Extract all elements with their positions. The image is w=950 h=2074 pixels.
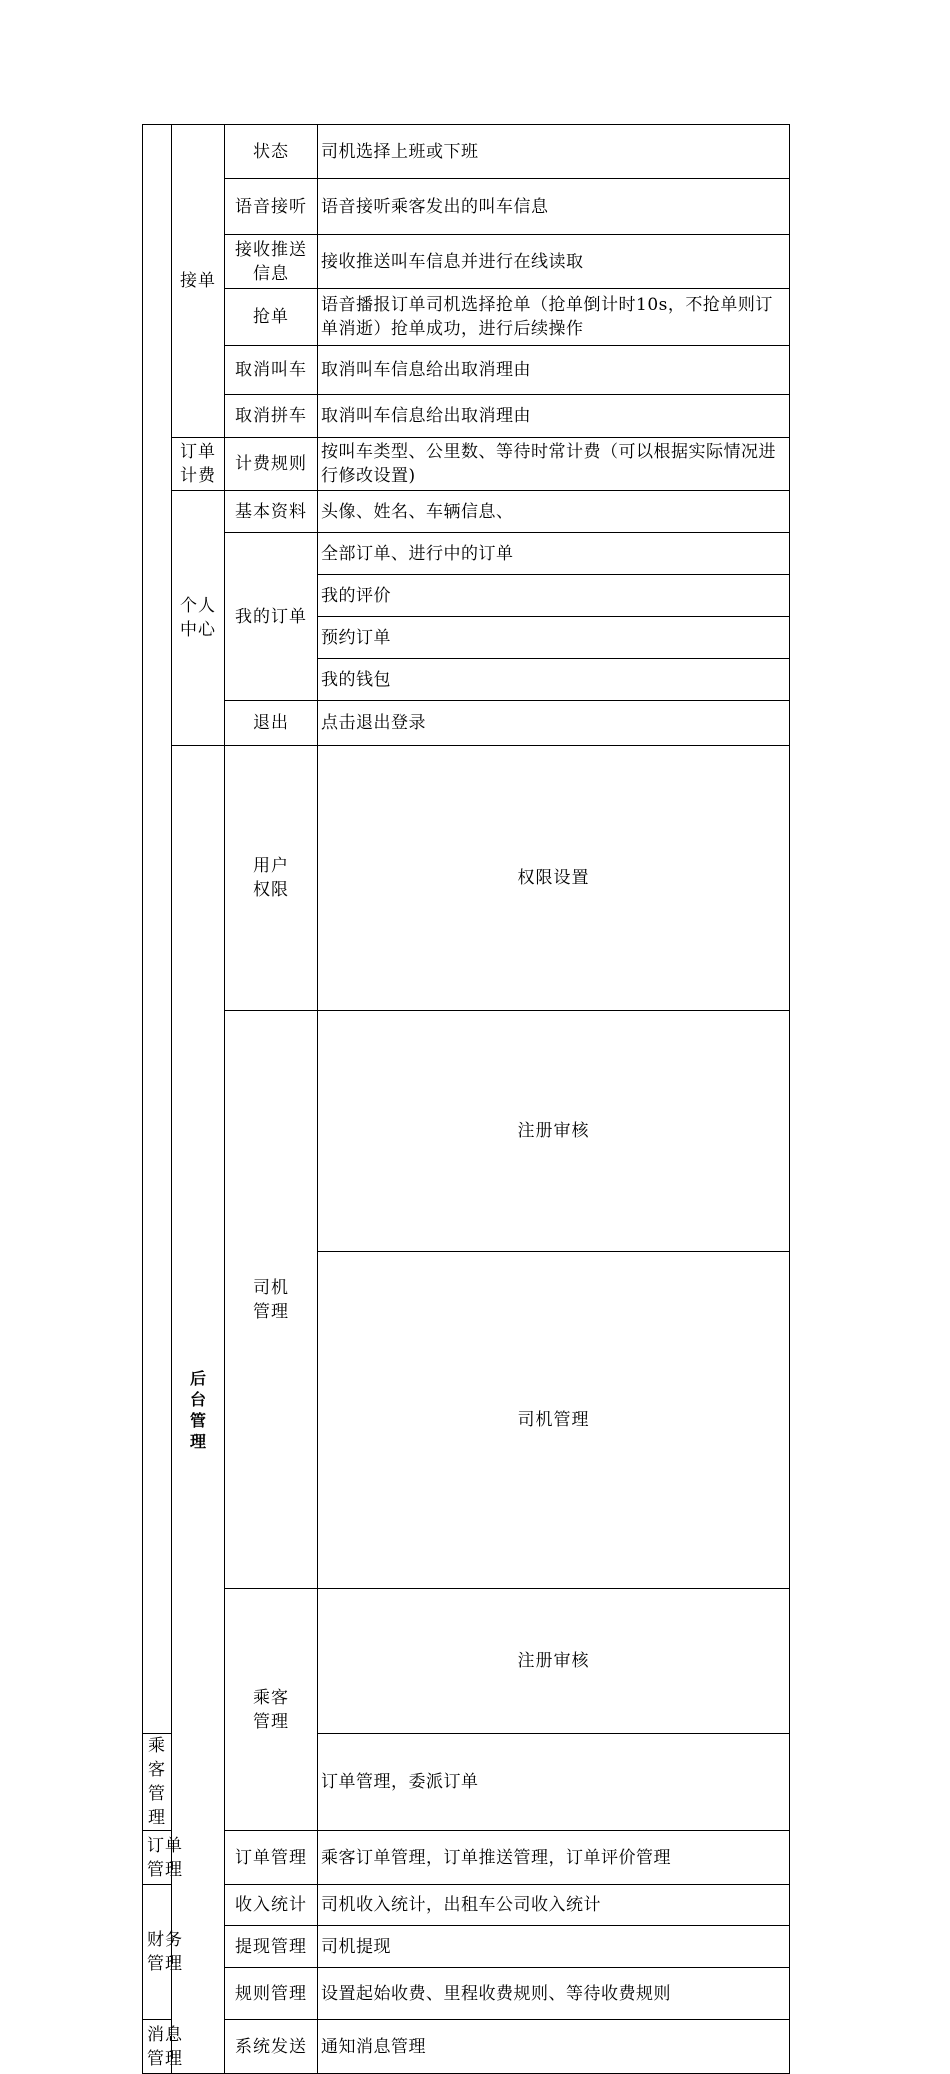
feature-cell: 司机管理: [318, 1252, 790, 1589]
description-cell: 设置起始收费、里程收费规则、等待收费规则: [318, 1968, 790, 2020]
group-cell-caiwu-guanli: [143, 1885, 183, 2020]
feature-cell: 规则管理: [225, 1968, 318, 2020]
description-cell: 预约订单: [318, 617, 790, 659]
section-cell-driver: [143, 125, 172, 1734]
table-row: [143, 1885, 790, 1926]
group-label: 用户权限: [253, 856, 289, 900]
description-cell: 按叫车类型、公里数、等待时常计费（可以根据实际情况进行修改设置): [318, 438, 790, 491]
table-row: [143, 2020, 790, 2074]
table-row: [143, 125, 790, 179]
description-cell: 司机提现: [318, 1926, 790, 1968]
feature-cell: 注册审核: [318, 1011, 790, 1252]
feature-cell: 抢单: [225, 289, 318, 346]
feature-cell: 收入统计: [225, 1885, 318, 1926]
description-cell: 头像、姓名、车辆信息、: [318, 491, 790, 533]
table-row: [143, 438, 790, 491]
description-cell: 乘客订单管理，订单推送管理，订单评价管理: [318, 1831, 790, 1885]
group-cell-dingdan-jifei: [172, 438, 225, 491]
description-cell: 语音接听乘客发出的叫车信息: [318, 179, 790, 235]
description-cell: 通知消息管理: [318, 2020, 790, 2074]
group-label: 订单计费: [180, 442, 216, 486]
group-cell-chengke-guanli: [225, 1589, 318, 1831]
table-row: [143, 235, 790, 289]
feature-cell: 我的订单: [225, 533, 318, 701]
feature-cell: 取消拼车: [225, 395, 318, 438]
feature-cell: 乘客管理: [143, 1734, 172, 1831]
description-cell: 语音播报订单司机选择抢单（抢单倒计时10s，不抢单则订单消逝）抢单成功，进行后续操作: [318, 289, 790, 346]
table-row: [143, 346, 790, 395]
table-row: [143, 746, 790, 1011]
table-row: [143, 1968, 790, 2020]
table-row: [143, 701, 790, 746]
table-row: [143, 395, 790, 438]
group-label: 消息管理: [147, 2024, 183, 2069]
group-label: 乘客管理: [253, 1687, 289, 1732]
group-label: 接单: [180, 271, 216, 291]
group-cell-xiaoxi-guanli: [143, 2020, 183, 2074]
table-row: [143, 1011, 790, 1252]
group-cell-geren: [172, 491, 225, 746]
table-row: [143, 179, 790, 235]
feature-cell: 注册审核: [318, 1589, 790, 1734]
group-cell-jiedan: [172, 125, 225, 438]
description-cell: 取消叫车信息给出取消理由: [318, 346, 790, 395]
description-cell: 点击退出登录: [318, 701, 790, 746]
group-cell-dingdan-guanli: [143, 1831, 183, 1885]
table-row: [143, 1926, 790, 1968]
table-row: [143, 491, 790, 533]
description-cell: 司机收入统计，出租车公司收入统计: [318, 1885, 790, 1926]
feature-cell: 退出: [225, 701, 318, 746]
description-cell: 司机选择上班或下班: [318, 125, 790, 179]
feature-cell: 计费规则: [225, 438, 318, 491]
feature-cell: 基本资料: [225, 491, 318, 533]
group-label: 财务管理: [147, 1930, 183, 1974]
description-cell: 全部订单、进行中的订单: [318, 533, 790, 575]
group-cell-yonghu-quanxian: [225, 746, 318, 1011]
feature-spec-table: [142, 124, 790, 2074]
section-label: 后台管理: [190, 1368, 207, 1451]
feature-cell: 权限设置: [318, 746, 790, 1011]
feature-cell: 提现管理: [225, 1926, 318, 1968]
table-row: [143, 289, 790, 346]
description-cell: 我的钱包: [318, 659, 790, 701]
feature-cell: 语音接听: [225, 179, 318, 235]
feature-cell: [225, 235, 318, 289]
group-label: 司机管理: [253, 1277, 289, 1322]
feature-cell: 状态: [225, 125, 318, 179]
feature-cell: 系统发送: [225, 2020, 318, 2074]
feature-cell: 订单管理: [225, 1831, 318, 1885]
table-row: [143, 1831, 790, 1885]
table-row: [143, 1589, 790, 1734]
description-cell: 取消叫车信息给出取消理由: [318, 395, 790, 438]
feature-label: 接收推送信息: [235, 239, 307, 284]
description-cell: 我的评价: [318, 575, 790, 617]
table-row: [143, 533, 790, 575]
group-label: 个人中心: [180, 596, 216, 640]
description-cell: 订单管理，委派订单: [318, 1734, 790, 1831]
feature-cell: 取消叫车: [225, 346, 318, 395]
group-label: 订单管理: [147, 1835, 183, 1880]
group-cell-siji-guanli: [225, 1011, 318, 1589]
description-cell: 接收推送叫车信息并进行在线读取: [318, 235, 790, 289]
